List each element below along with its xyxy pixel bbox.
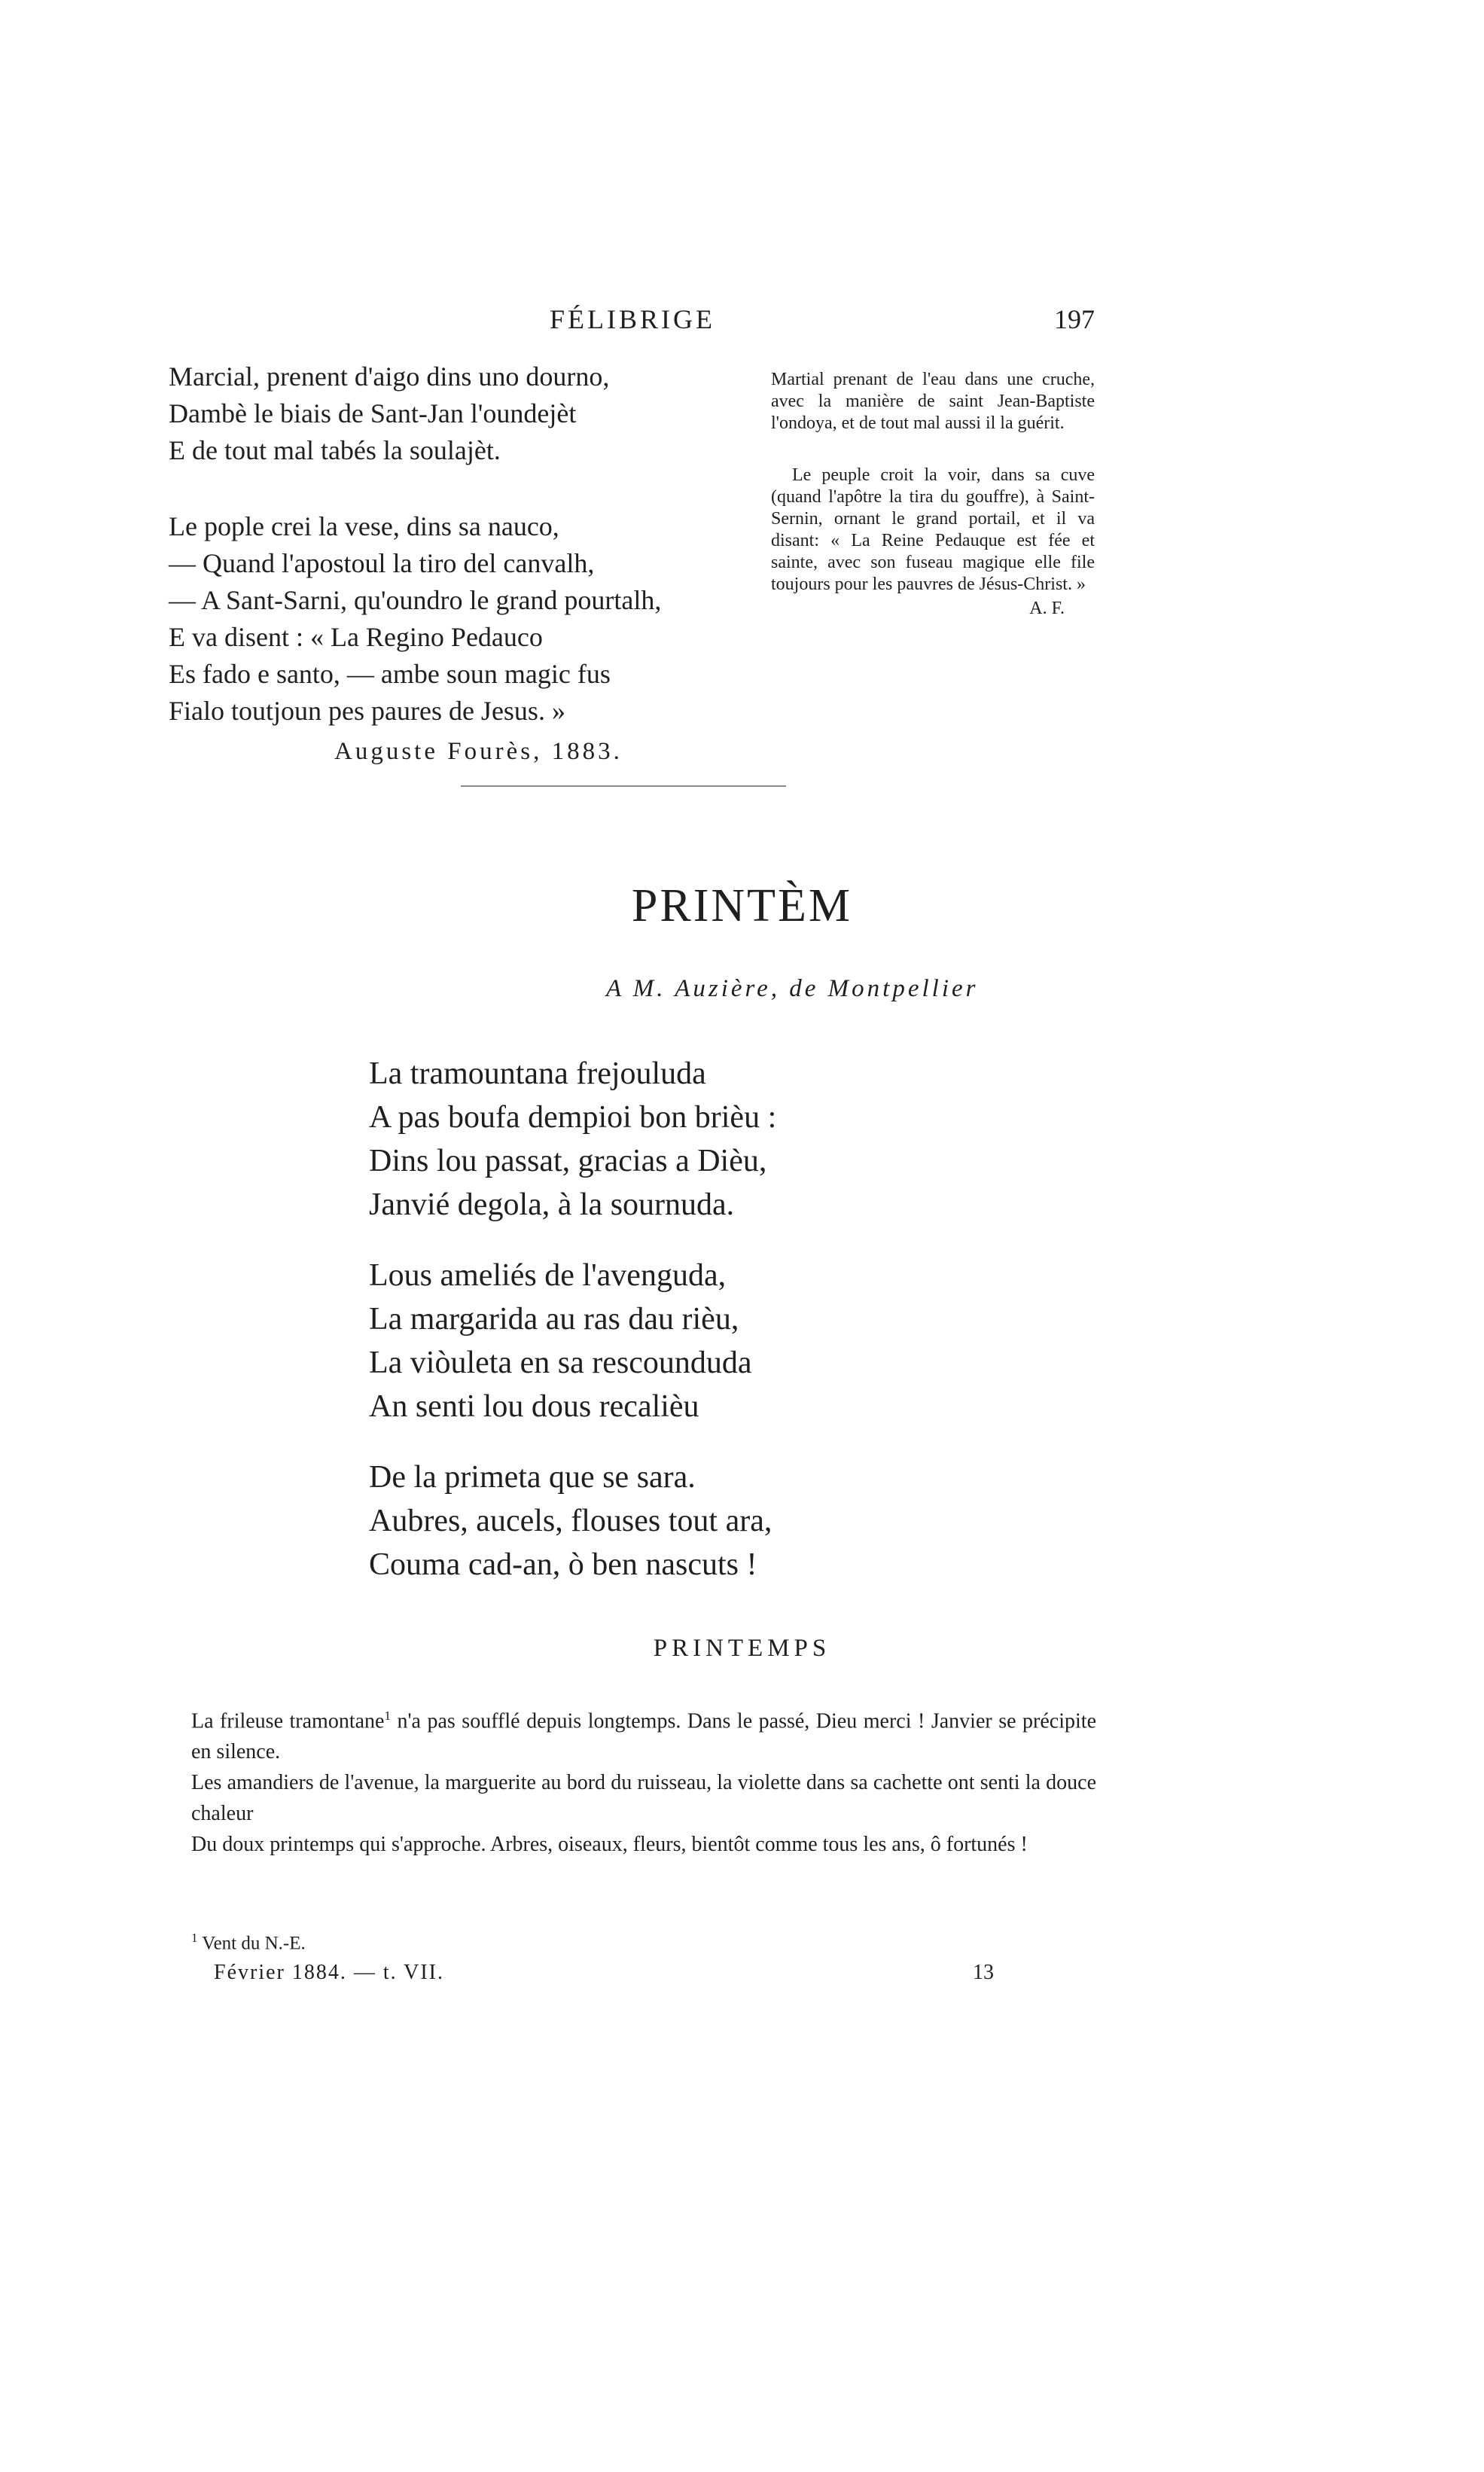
translation-paragraph: Martial prenant de l'eau dans une cruche, avec la manière de saint Jean-Baptiste l'ondoya, et de tout mal aussi il la guérit. [771, 370, 1095, 433]
poem-stanza-3 [369, 1455, 1047, 1587]
footnote-text: Vent du N.-E. [197, 1933, 306, 1954]
verse-line: La viòuleta en sa rescounduda [369, 1346, 752, 1380]
author-signature: Auguste Fourès, 1883. [334, 738, 623, 765]
running-title: FÉLIBRIGE [550, 304, 715, 334]
translator-initials: A. F. [1029, 599, 1065, 618]
verse-line: Dambè le biais de Sant-Jan l'oundejèt [169, 398, 577, 428]
page-number: 197 [1054, 304, 1095, 334]
occitan-stanza-1 [169, 358, 726, 469]
french-translation-column [771, 369, 1095, 619]
translation-paragraph: Le peuple croit la voir, dans sa cuve (quand l'apôtre la tira du gouffre), à Saint-Sernin, ornant le grand portail, et il va disant: « La Reine Pedauque est fée et sainte, avec son fuseau magique elle file toujours pour les pauvres de Jésus-Christ. » [771, 465, 1095, 594]
prose-paragraph: Les amandiers de l'avenue, la marguerite au bord du ruisseau, la violette dans sa cachette ont senti la douce chaleur [191, 1771, 1096, 1826]
verse-line: E de tout mal tabés la soulajèt. [169, 435, 501, 465]
verse-line: — Quand l'apostoul la tiro del canvalh, [169, 548, 595, 578]
verse-line: Couma cad-an, ò ben nascuts ! [369, 1547, 757, 1582]
page-footer [191, 1961, 1096, 1998]
footnote-number: 1 [191, 1931, 198, 1945]
verse-line: Fialo toutjoun pes paures de Jesus. » [169, 696, 565, 726]
verse-line: De la primeta que se sara. [369, 1460, 696, 1495]
printem-poem [369, 1052, 1047, 1614]
footnote-reference: 1 [384, 1708, 391, 1723]
poem-dedication: A M. Auzière, de Montpellier [606, 975, 979, 1002]
prose-paragraph [191, 1700, 1096, 1767]
footnote [191, 1931, 306, 1954]
verse-line: Le pople crei la vese, dins sa nauco, [169, 511, 559, 541]
verse-line: Aubres, aucels, flouses tout ara, [369, 1504, 772, 1538]
prose-text: La frileuse tramontane [191, 1709, 385, 1733]
translation-title: PRINTEMPS [653, 1635, 831, 1662]
verse-line: Lous ameliés de l'avenguda, [369, 1258, 727, 1293]
prose-paragraph: Du doux printemps qui s'approche. Arbres, oiseaux, fleurs, bientôt comme tous les ans, ô fortunés ! [191, 1833, 1028, 1857]
verse-line: Es fado e santo, — ambe soun magic fus [169, 659, 611, 689]
french-prose-translation [191, 1700, 1096, 1860]
section-divider [461, 785, 786, 787]
running-head [0, 303, 1484, 349]
verse-line: Janvié degola, à la sournuda. [369, 1187, 735, 1222]
printer-signature-mark: 13 [973, 1961, 994, 1984]
verse-line: An senti lou dous recalièu [369, 1389, 699, 1424]
issue-line: Février 1884. — t. VII. [214, 1961, 444, 1984]
poem-fragment-occitan [169, 358, 726, 766]
poem-stanza-2 [369, 1254, 1047, 1428]
verse-line: Dins lou passat, gracias a Dièu, [369, 1144, 767, 1178]
verse-line: E va disent : « La Regino Pedauco [169, 622, 543, 652]
poem-title: PRINTÈM [631, 880, 853, 931]
occitan-stanza-2 [169, 508, 726, 730]
verse-line: La tramountana frejouluda [369, 1056, 706, 1091]
verse-line: La margarida au ras dau rièu, [369, 1302, 739, 1337]
verse-line: A pas boufa dempioi bon brièu : [369, 1100, 777, 1135]
verse-line: — A Sant-Sarni, qu'oundro le grand pourtalh, [169, 585, 662, 615]
prose-text: n'a pas soufflé depuis longtemps. Dans le passé, Dieu merci ! Janvier se précipite en silence. [191, 1709, 1096, 1764]
poem-stanza-1 [369, 1052, 1047, 1227]
verse-line: Marcial, prenent d'aigo dins uno dourno, [169, 361, 610, 392]
